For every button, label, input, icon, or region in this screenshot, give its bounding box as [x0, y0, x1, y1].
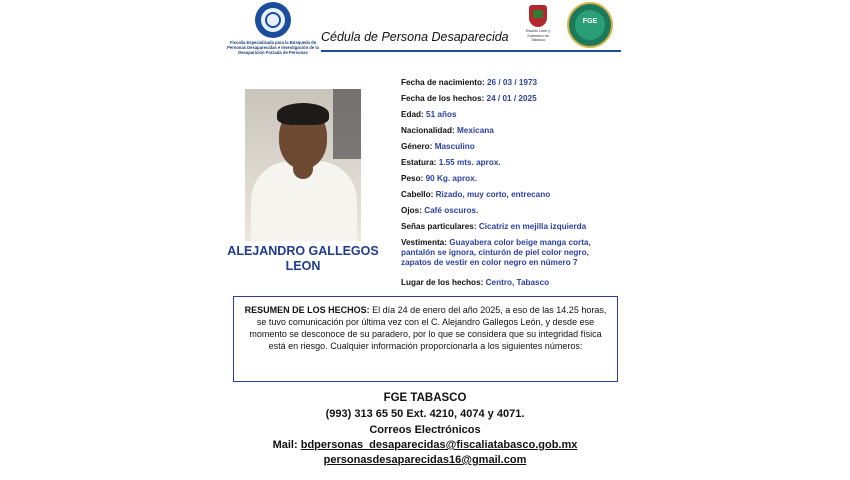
- field-label: Fecha de los hechos:: [401, 94, 485, 103]
- field-value: 51 años: [426, 110, 457, 119]
- card-title: Cédula de Persona Desaparecida: [321, 30, 509, 44]
- field-value: Rizado, muy corto, entrecano: [435, 190, 551, 199]
- person-photo: [245, 89, 361, 241]
- email-link-1[interactable]: bdpersonas_desaparecidas@fiscaliatabasco.gob.mx: [300, 439, 578, 451]
- field-label: Edad:: [401, 110, 424, 119]
- field-label: Nacionalidad:: [401, 126, 455, 135]
- field-fecha-nacimiento: [401, 78, 537, 88]
- tabasco-state-logo: [520, 5, 556, 43]
- fiscalia-logo: [225, 2, 321, 64]
- field-estatura: [401, 158, 501, 168]
- field-genero: [401, 142, 475, 152]
- field-label: Vestimenta:: [401, 238, 447, 247]
- email-line-2: [215, 453, 635, 468]
- field-value: Cicatriz en mejilla izquierda: [478, 222, 587, 231]
- field-value: 1.55 mts. aprox.: [438, 158, 501, 167]
- field-label: Ojos:: [401, 206, 422, 215]
- mail-label: Mail:: [272, 439, 298, 451]
- summary-text: El día 24 de enero del año 2025, a eso de las 14.25 horas, se tuvo comunicación por última vez con el C. Alejandro Gallegos León, y desde ese momento se desconoce de su paradero, por lo que se considera que su integridad física está en riesgo. Cualquier información proporcionarla a los siguientes números:: [249, 305, 607, 351]
- state-shield-icon: [529, 5, 547, 27]
- field-value: 24 / 01 / 2025: [486, 94, 537, 103]
- email-line-1: [215, 438, 635, 453]
- fge-logo: [567, 2, 613, 48]
- field-value: 90 Kg. aprox.: [425, 174, 477, 183]
- field-label: Fecha de nacimiento:: [401, 78, 485, 87]
- contact-section: [215, 390, 635, 468]
- email-link-2[interactable]: personasdesaparecidas16@gmail.com: [323, 454, 527, 466]
- state-caption: Estado Libre y Soberano de Tabasco: [525, 29, 551, 42]
- contact-phone: (993) 313 65 50 Ext. 4210, 4074 y 4071.: [325, 408, 525, 420]
- contact-org: FGE TABASCO: [383, 392, 467, 404]
- field-label: Género:: [401, 142, 433, 151]
- fiscalia-org-name: Fiscalía Especializada para la Búsqueda de Personas Desaparecidas e Investigación de la Desaparición Forzada de Personas: [227, 40, 319, 55]
- summary-box: [233, 296, 618, 382]
- card-header: [215, 0, 635, 66]
- field-value: Guayabera color beige manga corta, pantalón se ignora, cinturón de piel color negro, zapatos de vestir en color negro en número 7: [401, 238, 591, 267]
- field-lugar-hechos: [401, 278, 549, 288]
- field-senas-particulares: [401, 222, 586, 232]
- fge-logo-text: FGE: [582, 18, 598, 25]
- field-fecha-hechos: [401, 94, 537, 104]
- summary-label: RESUMEN DE LOS HECHOS:: [244, 305, 370, 315]
- field-ojos: [401, 206, 478, 216]
- field-label: Estatura:: [401, 158, 437, 167]
- fiscalia-seal-icon: [255, 2, 291, 38]
- person-name: ALEJANDRO GALLEGOS LEON: [227, 244, 379, 273]
- field-nacionalidad: [401, 126, 494, 136]
- field-value: Masculino: [434, 142, 475, 151]
- field-label: Lugar de los hechos:: [401, 278, 484, 287]
- field-vestimenta: [401, 238, 616, 268]
- missing-person-card: [215, 0, 635, 480]
- field-label: Señas particulares:: [401, 222, 477, 231]
- field-cabello: [401, 190, 550, 200]
- field-peso: [401, 174, 477, 184]
- field-value: Café oscuros.: [424, 206, 479, 215]
- field-edad: [401, 110, 457, 120]
- header-divider: [321, 50, 621, 52]
- emails-title: Correos Electrónicos: [369, 424, 481, 436]
- field-value: Centro, Tabasco: [485, 278, 550, 287]
- field-value: 26 / 03 / 1973: [487, 78, 538, 87]
- field-label: Peso:: [401, 174, 424, 183]
- field-value: Mexicana: [456, 126, 494, 135]
- field-label: Cabello:: [401, 190, 434, 199]
